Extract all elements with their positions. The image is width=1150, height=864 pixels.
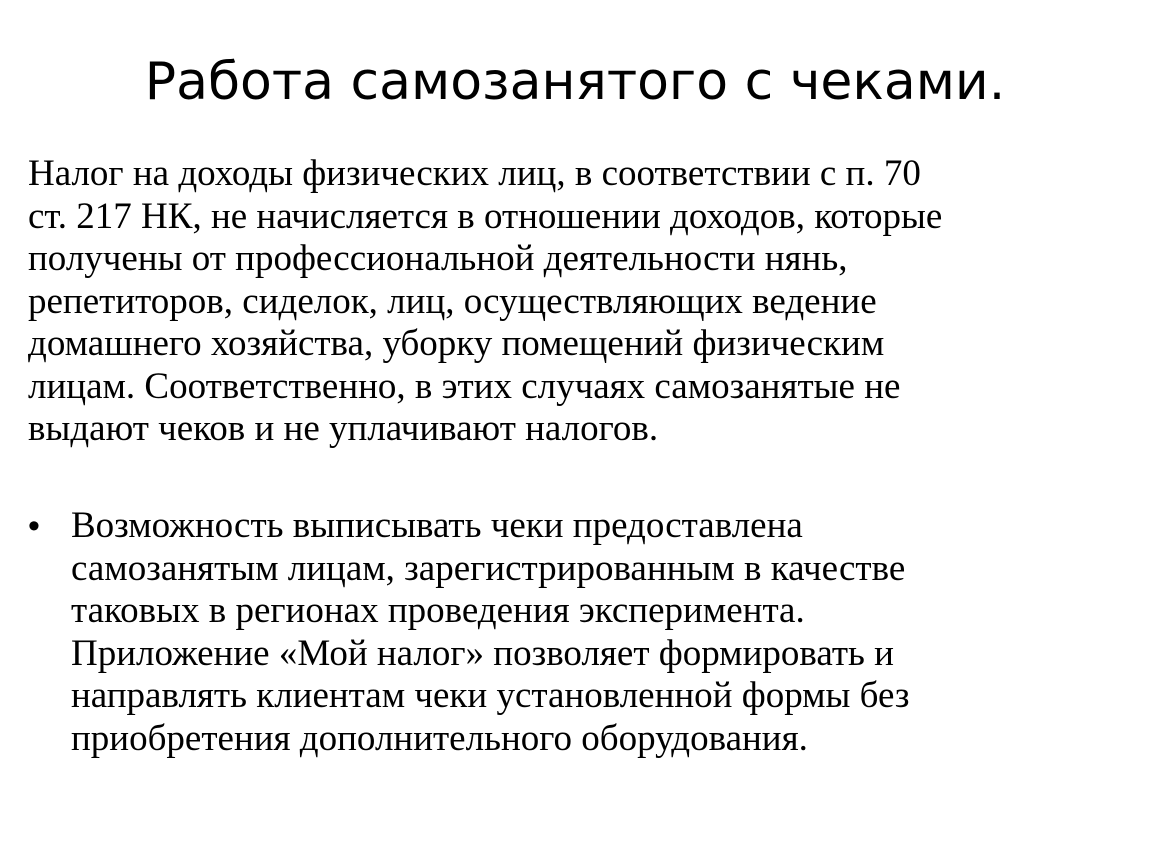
bullet-list bbox=[28, 505, 1113, 760]
bullet-dot-icon: • bbox=[28, 507, 40, 545]
bullet-line: Возможность выписывать чеки предоставлена bbox=[71, 505, 803, 546]
intro-paragraph bbox=[28, 153, 1113, 451]
intro-line: домашнего хозяйства, уборку помещений физическим bbox=[28, 323, 885, 364]
intro-line: лицам. Соответственно, в этих случаях самозанятые не bbox=[28, 365, 901, 407]
bullet-line: самозанятым лицам, зарегистрированным в качестве bbox=[71, 547, 906, 589]
intro-line: получены от профессиональной деятельности нянь, bbox=[28, 238, 848, 279]
bullet-line: приобретения дополнительного оборудования. bbox=[71, 717, 808, 759]
bullet-line: таковых в регионах проведения эксперимента. bbox=[71, 590, 805, 631]
bullet-line: Приложение «Мой налог» позволяет формировать и bbox=[71, 632, 894, 674]
intro-line: ст. 217 НК, не начисляется в отношении доходов, которые bbox=[28, 195, 943, 237]
intro-line: репетиторов, сиделок, лиц, осуществляющих ведение bbox=[28, 280, 877, 322]
slide-title: Работа самозанятого с чеками. bbox=[144, 52, 1006, 112]
bullet-item bbox=[28, 505, 1113, 760]
bullet-line: направлять клиентам чеки установленной формы без bbox=[71, 675, 910, 716]
intro-line: Налог на доходы физических лиц, в соответствии с п. 70 bbox=[28, 153, 921, 194]
intro-line: выдают чеков и не уплачивают налогов. bbox=[28, 408, 659, 449]
